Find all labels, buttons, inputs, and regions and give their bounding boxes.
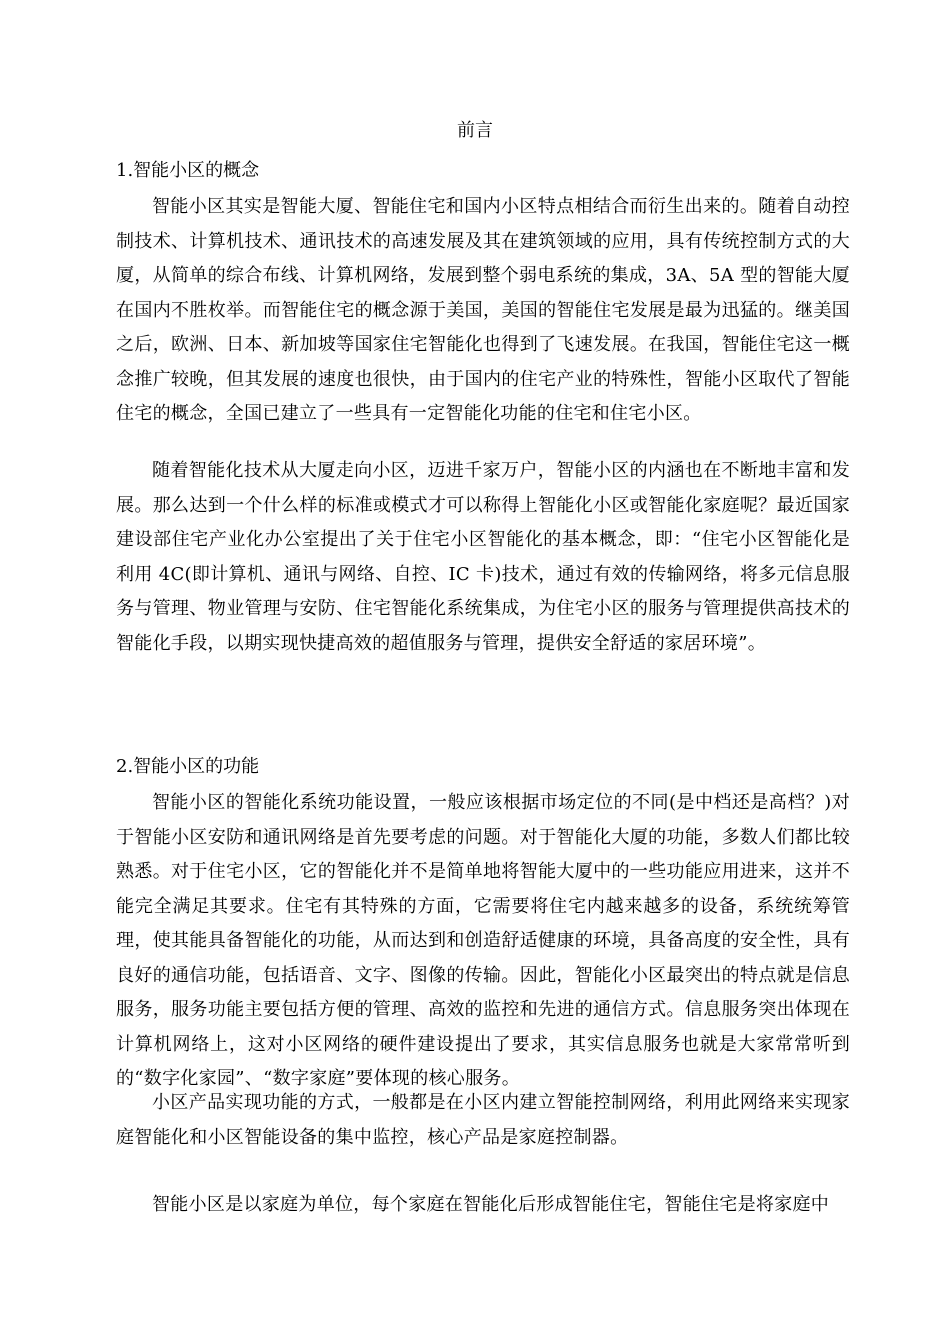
paragraph-functions-3: 智能小区是以家庭为单位，每个家庭在智能化后形成智能住宅，智能住宅是将家庭中: [152, 1194, 830, 1215]
paragraph-functions-2: 小区产品实现功能的方式，一般都是在小区内建立智能控制网络，利用此网络来实现家庭智能化和小区智能设备的集中监控，核心产品是家庭控制器。: [116, 1092, 850, 1148]
paragraph-concept-2: 随着智能化技术从大厦走向小区，迈进千家万户，智能小区的内涵也在不断地丰富和发展。那么达到一个什么样的标准或模式才可以称得上智能化小区或智能化家庭呢？最近国家建设部住宅产业化办公室提出了关于住宅小区智能化的基本概念，即：“住宅小区智能化是利用 4C(即计算机、通讯与网络、自控、IC 卡)技术，通过有效的传输网络，将多元信息服务与管理、物业管理与安防、住宅智能化系统集成，为住宅小区的服务与管理提供高技术的智能化手段，以期实现快捷高效的超值服务与管理，提供安全舒适的家居环境”。: [116, 460, 850, 654]
paragraph-functions-1: 智能小区的智能化系统功能设置，一般应该根据市场定位的不同(是中档还是高档？)对于智能小区安防和通讯网络是首先要考虑的问题。对于智能化大厦的功能，多数人们都比较熟悉。对于住宅小区，它的智能化并不是简单地将智能大厦中的一些功能应用进来，这并不能完全满足其要求。住宅有其特殊的方面，它需要将住宅内越来越多的设备，系统统筹管理，使其能具备智能化的功能，从而达到和创造舒适健康的环境，具备高度的安全性，具有良好的通信功能，包括语音、文字、图像的传输。因此，智能化小区最突出的特点就是信息服务，服务功能主要包括方便的管理、高效的监控和先进的通信方式。信息服务突出体现在计算机网络上，这对小区网络的硬件建设提出了要求，其实信息服务也就是大家常常听到的“数字化家园”、“数字家庭”要体现的核心服务。: [116, 792, 850, 1089]
paragraph-concept-1: 智能小区其实是智能大厦、智能住宅和国内小区特点相结合而衍生出来的。随着自动控制技术、计算机技术、通讯技术的高速发展及其在建筑领域的应用，具有传统控制方式的大厦，从简单的综合布线、计算机网络，发展到整个弱电系统的集成，3A、5A 型的智能大厦在国内不胜枚举。而智能住宅的概念源于美国，美国的智能住宅发展是最为迅猛的。继美国之后，欧洲、日本、新加坡等国家住宅智能化也得到了飞速发展。在我国，智能住宅这一概念推广较晚，但其发展的速度也很快，由于国内的住宅产业的特殊性，智能小区取代了智能住宅的概念，全国已建立了一些具有一定智能化功能的住宅和住宅小区。: [116, 196, 850, 424]
page-title: 前言: [457, 120, 493, 141]
section-heading-concept: 1.智能小区的概念: [116, 160, 260, 181]
section-heading-functions: 2.智能小区的功能: [116, 756, 260, 777]
